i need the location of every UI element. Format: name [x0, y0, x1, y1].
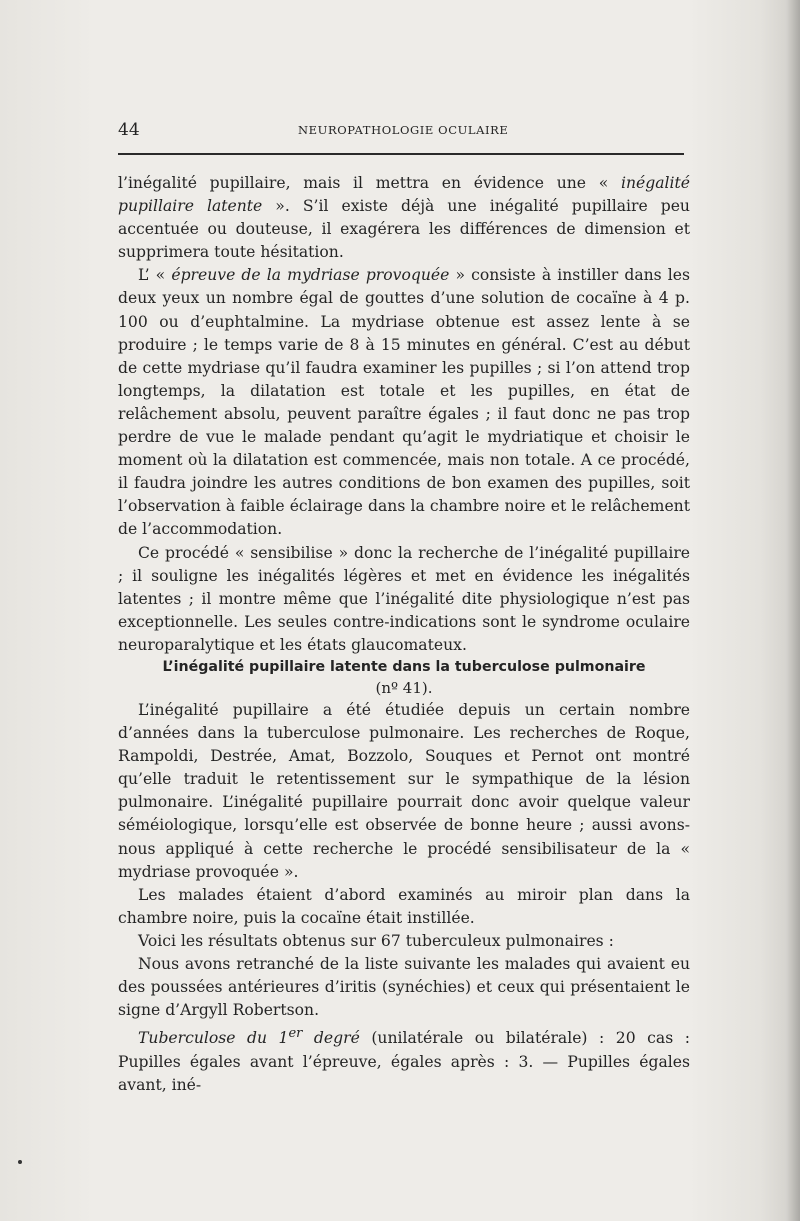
paragraph-3: Ce procédé « sensibilise » donc la recherche de l’inégalité pupillaire ; il souligne les inégalités légères et met en évidence les inégalités latentes ; il montre même que l’inégalité dite physiologique n’est pas exceptionnelle. Les seules contre-indications sont le syndrome oculaire neuroparalytique et les états glaucomateux.: [118, 543, 690, 654]
paragraph-7: Nous avons retranché de la liste suivante les malades qui avaient eu des poussées antérieures d’iritis (synéchies) et ceux qui présentaient le signe d’Argyll Robertson.: [118, 955, 690, 1020]
emphasis-tuberculosis-degree: Tuberculose du 1er degré: [138, 1026, 360, 1048]
paragraph-2: L’ « épreuve de la mydriase provoquée » consiste à instiller dans les deux yeux un nombre égal de gouttes d’une solution de cocaïne à 4 p. 100 ou d’euphtalmine. La mydriase obtenue est assez lente à se produire ; le temps varie de 8 à 15 minutes en général. C’est au début de cette mydriase qu’il faudra examiner les pupilles ; si l’on attend trop longtemps, la dilatation est totale et les pupilles, en état de relâchement absolu, peuvent paraître égales ; il faut donc ne pas trop perdre de vue le malade pendant qu’agit le mydriatique et choisir le moment où la dilatation est commencée, mais non totale. A ce procédé, il faudra joindre les autres conditions de bon examen des pupilles, soit l’observation à faible éclairage dans la chambre noire et le relâchement de l’accommodation.: [118, 266, 690, 539]
paragraph-6: Voici les résultats obtenus sur 67 tuberculeux pulmonaires :: [138, 931, 614, 950]
paragraph-4: L’inégalité pupillaire a été étudiée depuis un certain nombre d’années dans la tuberculose pulmonaire. Les recherches de Roque, Rampoldi, Destrée, Amat, Bozzolo, Souques et Pernot ont montré qu’elle traduit le retentissement sur le sympathique de la lésion pulmonaire. L’inégalité pupillaire pourrait donc avoir quelque valeur séméiologique, lorsqu’elle est observée de bonne heure ; aussi avons-nous appliqué à cette recherche le procédé sensibilisateur de la « mydriase provoquée ».: [118, 700, 690, 881]
body-text: [118, 172, 690, 1097]
header-rule: [118, 153, 684, 155]
ink-speck: [18, 1160, 22, 1164]
emphasis-latent-inequality: inégalité pupillaire latente: [118, 174, 690, 216]
paragraph-8: Tuberculose du 1er degré (unilatérale ou bilatérale) : 20 cas : Pupilles égales avant l’épreuve, égales après : 3. — Pupilles égales avant, iné-: [118, 1026, 690, 1094]
running-title: NEUROPATHOLOGIE OCULAIRE: [298, 123, 509, 137]
page-edge-shadow: [786, 0, 800, 1221]
section-reference: (nº 41).: [375, 678, 433, 697]
paragraph-5: Les malades étaient d’abord examinés au miroir plan dans la chambre noire, puis la cocaïne était instillée.: [118, 885, 690, 927]
page-header: [118, 120, 684, 142]
section-heading: L’inégalité pupillaire latente dans la tuberculose pulmonaire: [162, 658, 646, 675]
page-number: 44: [118, 120, 140, 140]
paragraph-1: l’inégalité pupillaire, mais il mettra en évidence une « inégalité pupillaire latente ». S’il existe déjà une inégalité pupillaire peu accentuée ou douteuse, il exagérera les différences de dimension et supprimera toute hésitation.: [118, 174, 690, 262]
emphasis-mydriasis-test: épreuve de la mydriase provoquée: [171, 266, 450, 285]
